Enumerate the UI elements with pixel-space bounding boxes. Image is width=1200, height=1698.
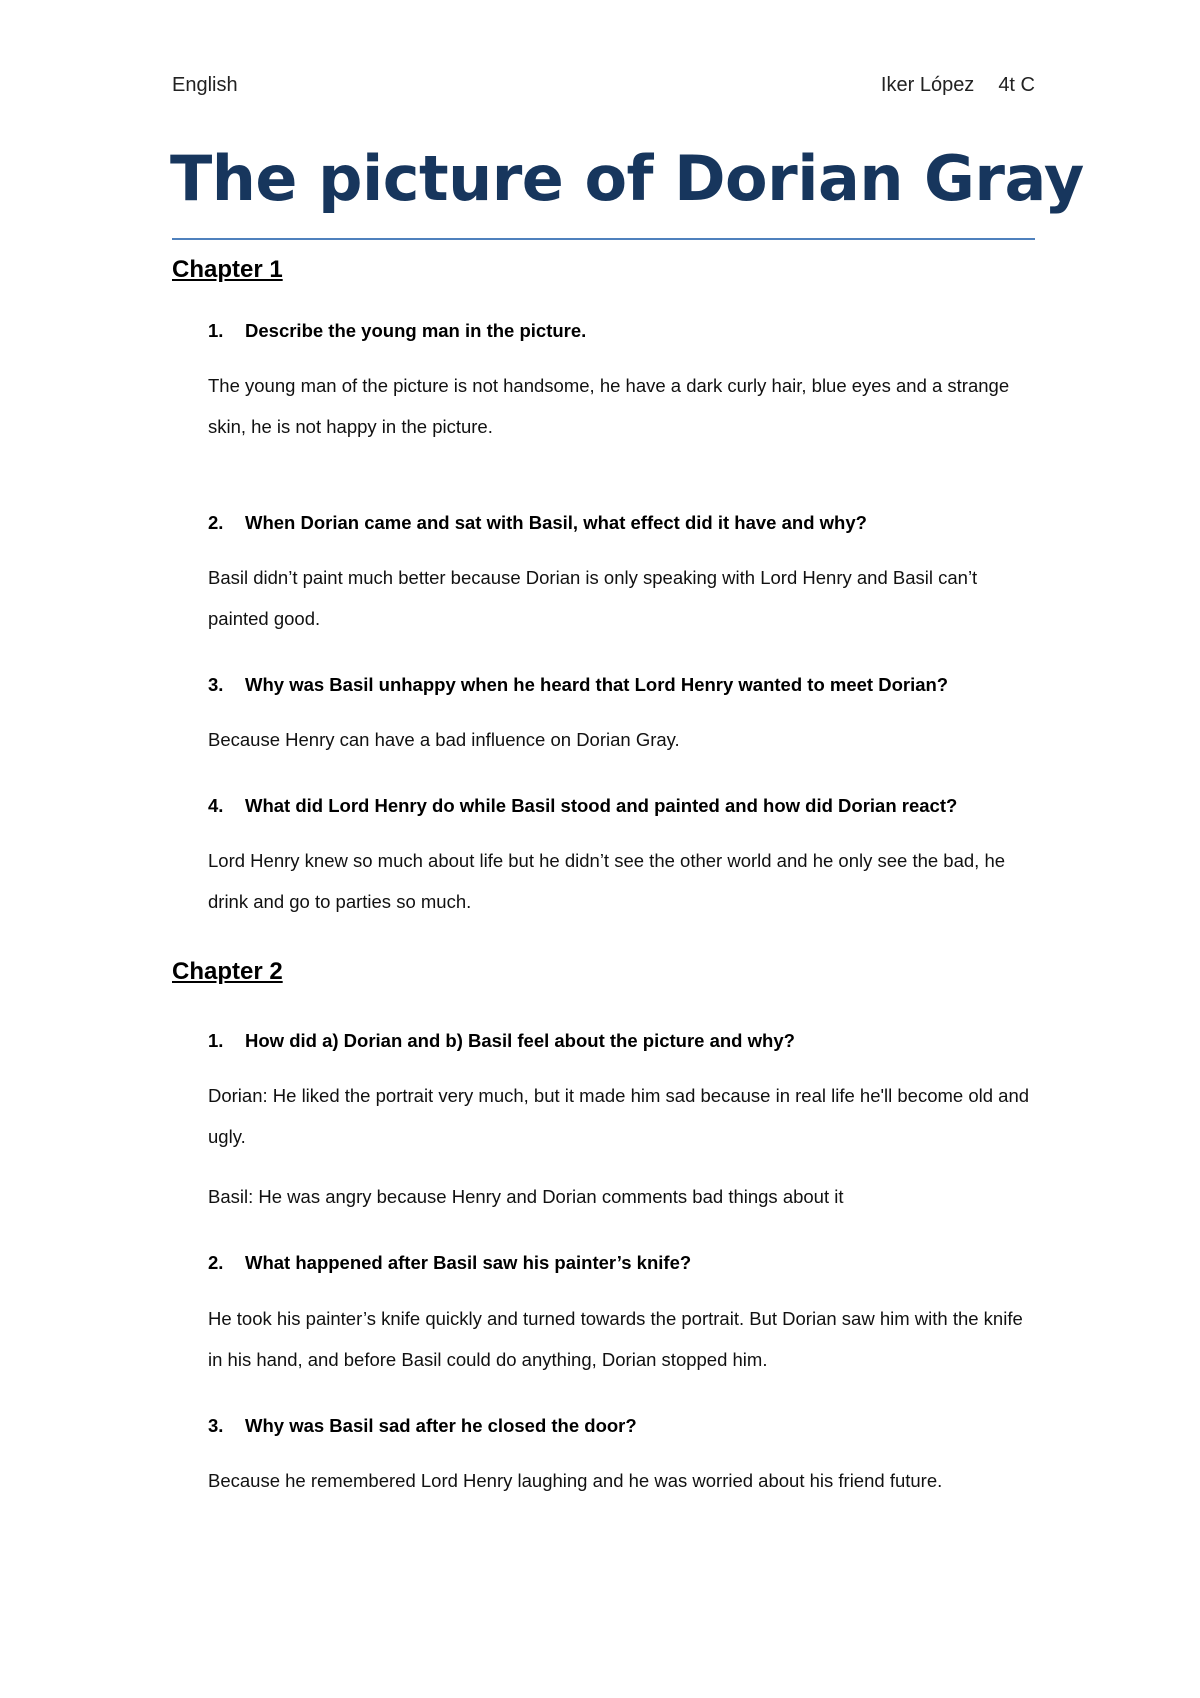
answer: Because he remembered Lord Henry laughing and he was worried about his friend future. bbox=[208, 1470, 943, 1491]
question-text: When Dorian came and sat with Basil, what effect did it have and why? bbox=[245, 512, 867, 533]
answer: Dorian: He liked the portrait very much, but it made him sad because in real life he'll become old and ugly. bbox=[208, 1085, 1030, 1147]
chapter-heading: Chapter 2 bbox=[172, 958, 283, 985]
question bbox=[208, 512, 867, 534]
answer: Because Henry can have a bad influence on Dorian Gray. bbox=[208, 729, 680, 750]
question bbox=[208, 795, 957, 817]
question bbox=[208, 674, 948, 696]
question-number: 3. bbox=[208, 1415, 224, 1436]
answer: Basil didn’t paint much better because Dorian is only speaking with Lord Henry and Basil can’t painted good. bbox=[208, 567, 978, 629]
chapter-heading: Chapter 1 bbox=[172, 256, 283, 283]
question-text: Why was Basil sad after he closed the door? bbox=[245, 1415, 637, 1436]
question-text: What did Lord Henry do while Basil stood and painted and how did Dorian react? bbox=[245, 795, 958, 816]
question-text: What happened after Basil saw his painter’s knife? bbox=[245, 1252, 692, 1273]
answer: He took his painter’s knife quickly and turned towards the portrait. But Dorian saw him with the knife in his hand, and before Basil could do anything, Dorian stopped him. bbox=[208, 1308, 1023, 1370]
question-text: How did a) Dorian and b) Basil feel about the picture and why? bbox=[245, 1030, 795, 1051]
header-class: 4t C bbox=[998, 74, 1035, 96]
question-text: Why was Basil unhappy when he heard that Lord Henry wanted to meet Dorian? bbox=[245, 674, 949, 695]
answer: Basil: He was angry because Henry and Dorian comments bad things about it bbox=[208, 1186, 844, 1207]
question-number: 1. bbox=[208, 1030, 224, 1051]
header-author: Iker López bbox=[880, 74, 975, 96]
page-title: The picture of Dorian Gray bbox=[170, 142, 1084, 215]
header-author-class bbox=[881, 74, 1035, 97]
answer: Lord Henry knew so much about life but he didn’t see the other world and he only see the bad, he drink and go to parties so much. bbox=[208, 850, 1006, 912]
header-subject: English bbox=[172, 74, 238, 96]
question bbox=[208, 1252, 691, 1274]
question-text: Describe the young man in the picture. bbox=[245, 320, 587, 341]
question-number: 2. bbox=[208, 512, 224, 533]
question-number: 3. bbox=[208, 674, 224, 695]
question-number: 4. bbox=[208, 795, 224, 816]
title-divider bbox=[172, 238, 1035, 240]
question-number: 1. bbox=[208, 320, 224, 341]
question bbox=[208, 320, 586, 342]
answer: The young man of the picture is not handsome, he have a dark curly hair, blue eyes and a strange skin, he is not happy in the picture. bbox=[208, 375, 1010, 437]
question bbox=[208, 1030, 795, 1052]
question bbox=[208, 1415, 637, 1437]
question-number: 2. bbox=[208, 1252, 224, 1273]
